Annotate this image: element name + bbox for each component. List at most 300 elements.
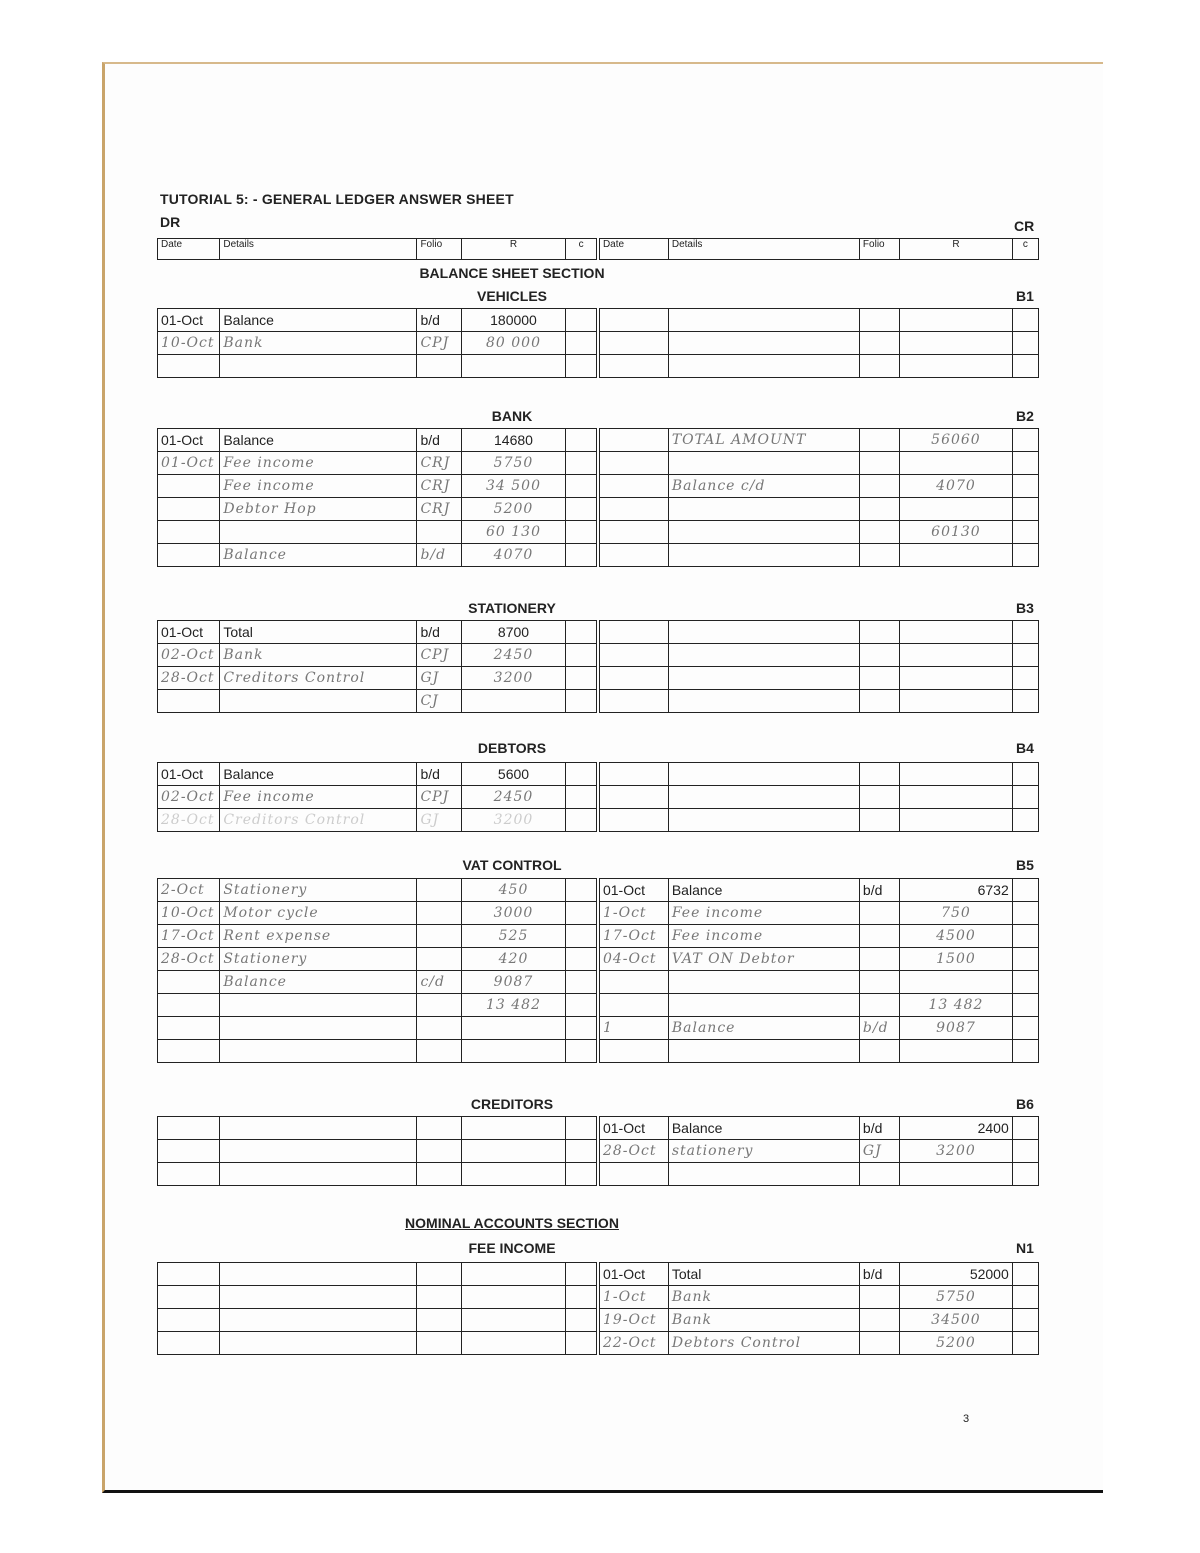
debit-date-cell: [158, 544, 220, 567]
debit-folio-cell: b/d: [417, 763, 461, 786]
credit-date-cell: [598, 971, 668, 994]
credit-folio-cell: [859, 475, 899, 498]
credit-folio-cell: [859, 1040, 899, 1063]
debit-details-cell: [220, 994, 417, 1017]
credit-folio-cell: [859, 809, 899, 832]
credit-rand-cell: 2400: [900, 1117, 1013, 1140]
debit-folio-cell: CPJ: [417, 332, 461, 355]
debit-date-cell: 01-Oct: [158, 763, 220, 786]
credit-rand-cell: 3200: [900, 1140, 1013, 1163]
debit-details-cell: [220, 1040, 417, 1063]
debit-rand-cell: [461, 1263, 566, 1286]
debit-rand-cell: [461, 1163, 566, 1186]
debit-cents-cell: [566, 544, 598, 567]
debit-date-cell: 01-Oct: [158, 309, 220, 332]
credit-folio-cell: GJ: [859, 1140, 899, 1163]
ledger-row: [158, 1140, 1039, 1163]
debit-cents-cell: [566, 452, 598, 475]
credit-cents-cell: [1012, 1286, 1038, 1309]
debit-rand-cell: 4070: [461, 544, 566, 567]
credit-rand-cell: [900, 1040, 1013, 1063]
debit-details-cell: [220, 1286, 417, 1309]
debit-cents-cell: [566, 1117, 598, 1140]
credit-date-cell: 22-Oct: [598, 1332, 668, 1355]
credit-cents-cell: [1012, 1263, 1038, 1286]
credit-details-cell: [668, 355, 859, 378]
credit-cents-cell: [1012, 925, 1038, 948]
debit-details-cell: Bank: [220, 644, 417, 667]
credit-rand-cell: [900, 544, 1013, 567]
debit-details-cell: [220, 1117, 417, 1140]
credit-cents-cell: [1012, 1332, 1038, 1355]
credit-details-cell: Balance: [668, 879, 859, 902]
debit-cents-cell: [566, 1017, 598, 1040]
debit-details-cell: Creditors Control: [220, 667, 417, 690]
debit-folio-cell: [417, 994, 461, 1017]
credit-folio-cell: b/d: [859, 1263, 899, 1286]
debit-folio-cell: [417, 879, 461, 902]
credit-cents-cell: [1012, 667, 1038, 690]
credit-details-cell: [668, 763, 859, 786]
ledger-row: [158, 452, 1039, 475]
ledger-row: [158, 809, 1039, 832]
credit-date-cell: [598, 644, 668, 667]
debit-cents-cell: [566, 644, 598, 667]
debit-rand-cell: [461, 1117, 566, 1140]
credit-date-cell: 04-Oct: [598, 948, 668, 971]
debit-cents-cell: [566, 1140, 598, 1163]
debit-cents-cell: [566, 1332, 598, 1355]
debit-cents-cell: [566, 475, 598, 498]
credit-cents-cell: [1012, 1017, 1038, 1040]
credit-cents-cell: [1012, 452, 1038, 475]
debit-date-cell: 28-Oct: [158, 667, 220, 690]
debit-rand-cell: 80 000: [461, 332, 566, 355]
debit-date-cell: [158, 1140, 220, 1163]
credit-date-cell: 1-Oct: [598, 902, 668, 925]
ledger-row: [158, 521, 1039, 544]
credit-cents-cell: [1012, 879, 1038, 902]
debit-cents-cell: [566, 498, 598, 521]
header-folio-cr: Folio: [859, 239, 899, 260]
credit-rand-cell: 56060: [900, 429, 1013, 452]
debit-rand-cell: 3200: [461, 667, 566, 690]
ledger-row: [158, 994, 1039, 1017]
credit-folio-cell: [859, 332, 899, 355]
ledger-row: [158, 621, 1039, 644]
debit-folio-cell: [417, 1286, 461, 1309]
credit-cents-cell: [1012, 1163, 1038, 1186]
debit-date-cell: [158, 355, 220, 378]
debit-details-cell: Debtor Hop: [220, 498, 417, 521]
debit-rand-cell: 8700: [461, 621, 566, 644]
debit-date-cell: [158, 690, 220, 713]
credit-details-cell: VAT ON Debtor: [668, 948, 859, 971]
debit-folio-cell: [417, 948, 461, 971]
header-details-dr: Details: [220, 239, 417, 260]
debit-cents-cell: [566, 1163, 598, 1186]
column-header-row: [157, 238, 1039, 260]
credit-folio-cell: [859, 521, 899, 544]
debit-folio-cell: [417, 925, 461, 948]
ledger-row: [158, 667, 1039, 690]
credit-date-cell: [598, 763, 668, 786]
credit-rand-cell: [900, 644, 1013, 667]
debit-folio-cell: [417, 1163, 461, 1186]
credit-folio-cell: [859, 621, 899, 644]
credit-date-cell: [598, 786, 668, 809]
ledger-row: [158, 948, 1039, 971]
debit-rand-cell: 3200: [461, 809, 566, 832]
ledger-row: [158, 1332, 1039, 1355]
ledger-row: [158, 971, 1039, 994]
debit-rand-cell: 2450: [461, 786, 566, 809]
credit-folio-cell: [859, 355, 899, 378]
debit-rand-cell: 420: [461, 948, 566, 971]
credit-details-cell: [668, 309, 859, 332]
ledger-row: [158, 925, 1039, 948]
credit-folio-cell: b/d: [859, 1117, 899, 1140]
vat-control-account-code: B5: [1016, 857, 1034, 873]
ledger-row: [158, 690, 1039, 713]
debit-date-cell: [158, 475, 220, 498]
debit-folio-cell: CJ: [417, 690, 461, 713]
credit-rand-cell: [900, 763, 1013, 786]
debit-date-cell: [158, 498, 220, 521]
credit-details-cell: [668, 971, 859, 994]
debit-details-cell: Stationery: [220, 948, 417, 971]
debit-cents-cell: [566, 1263, 598, 1286]
bank-account-title: BANK: [491, 408, 533, 424]
debit-rand-cell: 450: [461, 879, 566, 902]
credit-rand-cell: [900, 690, 1013, 713]
credit-cents-cell: [1012, 521, 1038, 544]
credit-date-cell: 19-Oct: [598, 1309, 668, 1332]
credit-folio-cell: b/d: [859, 879, 899, 902]
credit-cents-cell: [1012, 786, 1038, 809]
credit-folio-cell: [859, 971, 899, 994]
credit-date-cell: [598, 429, 668, 452]
vat-control-ledger-table: [157, 878, 1039, 1063]
debit-folio-cell: [417, 1117, 461, 1140]
debtors-account-code: B4: [1016, 740, 1034, 756]
credit-cents-cell: [1012, 475, 1038, 498]
credit-label: CR: [1014, 218, 1035, 234]
debit-rand-cell: 5200: [461, 498, 566, 521]
debit-rand-cell: [461, 1332, 566, 1355]
debit-cents-cell: [566, 879, 598, 902]
debit-rand-cell: 5600: [461, 763, 566, 786]
debit-details-cell: [220, 355, 417, 378]
debit-details-cell: Bank: [220, 332, 417, 355]
debit-cents-cell: [566, 786, 598, 809]
credit-rand-cell: 13 482: [900, 994, 1013, 1017]
credit-rand-cell: 750: [900, 902, 1013, 925]
debit-rand-cell: 5750: [461, 452, 566, 475]
credit-cents-cell: [1012, 1140, 1038, 1163]
debit-date-cell: [158, 994, 220, 1017]
debit-date-cell: 01-Oct: [158, 429, 220, 452]
stationery-account-code: B3: [1016, 600, 1034, 616]
credit-rand-cell: [900, 498, 1013, 521]
fee-income-account-code: N1: [1016, 1240, 1034, 1256]
debit-rand-cell: [461, 1309, 566, 1332]
credit-date-cell: [598, 521, 668, 544]
debit-date-cell: [158, 1309, 220, 1332]
credit-rand-cell: 5750: [900, 1286, 1013, 1309]
nominal-accounts-section-heading: NOMINAL ACCOUNTS SECTION: [405, 1215, 619, 1231]
debit-folio-cell: [417, 1140, 461, 1163]
debit-label: DR: [160, 214, 181, 230]
credit-folio-cell: [859, 1163, 899, 1186]
credit-cents-cell: [1012, 544, 1038, 567]
credit-cents-cell: [1012, 1117, 1038, 1140]
debit-folio-cell: GJ: [417, 667, 461, 690]
debit-folio-cell: c/d: [417, 971, 461, 994]
credit-rand-cell: [900, 621, 1013, 644]
debit-folio-cell: GJ: [417, 809, 461, 832]
credit-folio-cell: [859, 1309, 899, 1332]
debit-folio-cell: [417, 1040, 461, 1063]
debit-details-cell: Balance: [220, 763, 417, 786]
vat-control-account-title: VAT CONTROL: [462, 857, 562, 873]
page-number: 3: [963, 1413, 970, 1425]
debit-cents-cell: [566, 355, 598, 378]
credit-details-cell: [668, 332, 859, 355]
debit-folio-cell: CRJ: [417, 475, 461, 498]
credit-date-cell: [598, 332, 668, 355]
balance-sheet-section-heading: BALANCE SHEET SECTION: [419, 265, 605, 281]
debit-details-cell: Stationery: [220, 879, 417, 902]
debtors-account-title: DEBTORS: [477, 740, 547, 756]
debit-date-cell: 28-Oct: [158, 948, 220, 971]
debit-folio-cell: [417, 355, 461, 378]
ledger-row: [158, 498, 1039, 521]
credit-details-cell: stationery: [668, 1140, 859, 1163]
ledger-row: [158, 1163, 1039, 1186]
debit-folio-cell: b/d: [417, 429, 461, 452]
header-rand-dr: R: [461, 239, 566, 260]
debit-folio-cell: b/d: [417, 621, 461, 644]
stationery-ledger-table: [157, 620, 1039, 713]
ledger-row: [158, 786, 1039, 809]
credit-date-cell: [598, 475, 668, 498]
debit-rand-cell: 525: [461, 925, 566, 948]
debit-folio-cell: CRJ: [417, 498, 461, 521]
credit-date-cell: [598, 809, 668, 832]
ledger-row: [158, 544, 1039, 567]
creditors-account-title: CREDITORS: [470, 1096, 554, 1112]
debit-cents-cell: [566, 690, 598, 713]
debit-folio-cell: [417, 1309, 461, 1332]
credit-details-cell: [668, 1163, 859, 1186]
debit-date-cell: 01-Oct: [158, 452, 220, 475]
debit-cents-cell: [566, 809, 598, 832]
credit-cents-cell: [1012, 1309, 1038, 1332]
creditors-account-code: B6: [1016, 1096, 1034, 1112]
debit-folio-cell: CPJ: [417, 644, 461, 667]
credit-rand-cell: 1500: [900, 948, 1013, 971]
ledger-row: [158, 1017, 1039, 1040]
credit-cents-cell: [1012, 763, 1038, 786]
credit-details-cell: Total: [668, 1263, 859, 1286]
credit-date-cell: [598, 355, 668, 378]
credit-cents-cell: [1012, 902, 1038, 925]
header-details-cr: Details: [668, 239, 859, 260]
debit-rand-cell: [461, 1017, 566, 1040]
ledger-row: [158, 1286, 1039, 1309]
debit-date-cell: [158, 1117, 220, 1140]
debit-details-cell: [220, 1332, 417, 1355]
debit-cents-cell: [566, 429, 598, 452]
ledger-row: [158, 1040, 1039, 1063]
credit-details-cell: [668, 621, 859, 644]
header-cents-dr: c: [566, 239, 598, 260]
credit-date-cell: 1-Oct: [598, 1286, 668, 1309]
vehicles-account-code: B1: [1016, 288, 1034, 304]
ledger-row: [158, 332, 1039, 355]
debit-rand-cell: 14680: [461, 429, 566, 452]
fee-income-ledger-table: [157, 1262, 1039, 1355]
credit-folio-cell: [859, 498, 899, 521]
debit-date-cell: [158, 1263, 220, 1286]
credit-cents-cell: [1012, 994, 1038, 1017]
credit-date-cell: 01-Oct: [598, 879, 668, 902]
credit-cents-cell: [1012, 1040, 1038, 1063]
debit-details-cell: [220, 1017, 417, 1040]
credit-date-cell: [598, 452, 668, 475]
credit-date-cell: 17-Oct: [598, 925, 668, 948]
credit-date-cell: [598, 667, 668, 690]
vehicles-ledger-table: [157, 308, 1039, 378]
debit-details-cell: [220, 690, 417, 713]
credit-date-cell: [598, 621, 668, 644]
debit-date-cell: [158, 1040, 220, 1063]
credit-folio-cell: [859, 544, 899, 567]
debit-date-cell: 17-Oct: [158, 925, 220, 948]
credit-rand-cell: 4500: [900, 925, 1013, 948]
credit-folio-cell: [859, 902, 899, 925]
debit-rand-cell: 34 500: [461, 475, 566, 498]
credit-rand-cell: [900, 667, 1013, 690]
credit-details-cell: [668, 498, 859, 521]
credit-cents-cell: [1012, 498, 1038, 521]
debit-cents-cell: [566, 1286, 598, 1309]
debit-details-cell: Creditors Control: [220, 809, 417, 832]
credit-details-cell: [668, 1040, 859, 1063]
credit-folio-cell: [859, 309, 899, 332]
bank-account-code: B2: [1016, 408, 1034, 424]
ledger-row: [158, 1309, 1039, 1332]
sheet-title: TUTORIAL 5: - GENERAL LEDGER ANSWER SHEET: [160, 191, 514, 207]
credit-folio-cell: [859, 429, 899, 452]
debit-details-cell: Fee income: [220, 475, 417, 498]
debit-details-cell: Balance: [220, 971, 417, 994]
debit-details-cell: [220, 1163, 417, 1186]
debit-folio-cell: [417, 1017, 461, 1040]
debit-cents-cell: [566, 1040, 598, 1063]
credit-cents-cell: [1012, 644, 1038, 667]
credit-folio-cell: [859, 644, 899, 667]
credit-details-cell: [668, 809, 859, 832]
credit-cents-cell: [1012, 332, 1038, 355]
vehicles-account-title: VEHICLES: [476, 288, 547, 304]
debit-details-cell: Fee income: [220, 452, 417, 475]
credit-details-cell: TOTAL AMOUNT: [668, 429, 859, 452]
credit-details-cell: [668, 452, 859, 475]
credit-rand-cell: 6732: [900, 879, 1013, 902]
credit-cents-cell: [1012, 355, 1038, 378]
credit-details-cell: Balance: [668, 1017, 859, 1040]
bank-ledger-table: [157, 428, 1039, 567]
credit-details-cell: [668, 521, 859, 544]
credit-folio-cell: b/d: [859, 1017, 899, 1040]
credit-cents-cell: [1012, 690, 1038, 713]
debit-date-cell: 2-Oct: [158, 879, 220, 902]
debit-date-cell: 02-Oct: [158, 644, 220, 667]
debit-rand-cell: 3000: [461, 902, 566, 925]
credit-date-cell: [598, 1163, 668, 1186]
debit-cents-cell: [566, 971, 598, 994]
credit-details-cell: Debtors Control: [668, 1332, 859, 1355]
debit-rand-cell: 13 482: [461, 994, 566, 1017]
credit-date-cell: [598, 498, 668, 521]
credit-folio-cell: [859, 763, 899, 786]
credit-date-cell: [598, 690, 668, 713]
debit-rand-cell: [461, 355, 566, 378]
debit-cents-cell: [566, 902, 598, 925]
credit-date-cell: [598, 1040, 668, 1063]
ledger-row: [158, 902, 1039, 925]
ledger-row: [158, 879, 1039, 902]
credit-rand-cell: 52000: [900, 1263, 1013, 1286]
debit-date-cell: 02-Oct: [158, 786, 220, 809]
credit-rand-cell: 60130: [900, 521, 1013, 544]
credit-date-cell: 01-Oct: [598, 1263, 668, 1286]
debit-date-cell: 10-Oct: [158, 332, 220, 355]
credit-details-cell: [668, 994, 859, 1017]
debit-date-cell: 01-Oct: [158, 621, 220, 644]
debit-folio-cell: [417, 521, 461, 544]
credit-date-cell: [598, 309, 668, 332]
debit-date-cell: [158, 1286, 220, 1309]
ledger-row: [158, 475, 1039, 498]
credit-rand-cell: 5200: [900, 1332, 1013, 1355]
debit-cents-cell: [566, 948, 598, 971]
debit-rand-cell: 9087: [461, 971, 566, 994]
debit-rand-cell: [461, 1140, 566, 1163]
credit-details-cell: Fee income: [668, 925, 859, 948]
credit-rand-cell: [900, 452, 1013, 475]
debit-folio-cell: CPJ: [417, 786, 461, 809]
debit-details-cell: Fee income: [220, 786, 417, 809]
debit-details-cell: Total: [220, 621, 417, 644]
creditors-ledger-table: [157, 1116, 1039, 1186]
credit-details-cell: [668, 667, 859, 690]
debit-details-cell: Motor cycle: [220, 902, 417, 925]
credit-folio-cell: [859, 1332, 899, 1355]
debit-details-cell: Balance: [220, 309, 417, 332]
debit-date-cell: [158, 521, 220, 544]
credit-cents-cell: [1012, 429, 1038, 452]
debit-details-cell: [220, 1263, 417, 1286]
debit-rand-cell: 60 130: [461, 521, 566, 544]
debit-date-cell: 10-Oct: [158, 902, 220, 925]
ledger-row: [158, 763, 1039, 786]
credit-rand-cell: [900, 809, 1013, 832]
credit-folio-cell: [859, 948, 899, 971]
debit-cents-cell: [566, 332, 598, 355]
